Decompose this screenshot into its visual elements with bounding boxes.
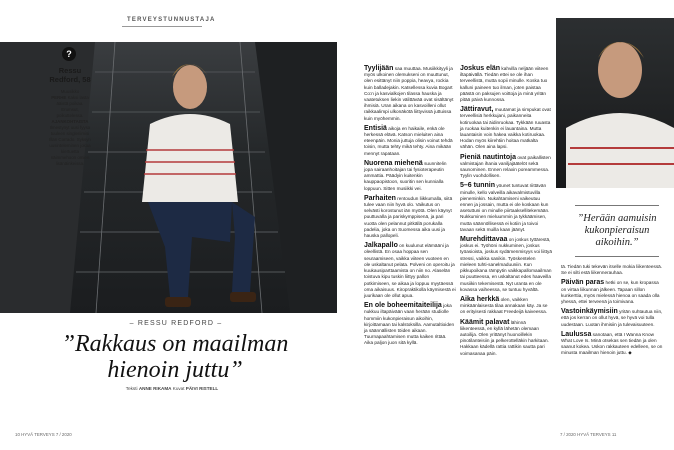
paragraph-lead: 5–6 tunnin bbox=[460, 182, 496, 190]
paragraph bbox=[460, 297, 552, 316]
paragraph bbox=[561, 280, 665, 305]
page-footer-right: 7 / 2020 HYVÄ TERVEYS 11 bbox=[560, 432, 617, 437]
byline: – RESSU REDFORD – bbox=[129, 320, 223, 327]
paragraph bbox=[364, 243, 456, 299]
section-label: TERVEYSTUNNUSTAJA bbox=[127, 17, 216, 23]
headline-quote: ”Rakkaus on maailman hienoin juttu” bbox=[61, 331, 289, 383]
credits-label: Teksti bbox=[125, 386, 138, 391]
paragraph-lead: Tyylijään bbox=[364, 65, 394, 72]
sidebar-line-text: Ilmestynyt uusi fyysa tuuleen singleriimisi Illan Corrado. Syksyn uusinteleminen jokaa kiertuetta näimmehoon omien lisänäinkeissa. bbox=[49, 125, 91, 166]
paragraph bbox=[561, 309, 665, 328]
paragraph-text: on joskus tyttärestä, joskus ei. Työhöni nukkuminen, joskus työasioista, joskus sydämenmisyys voi liittyä stressi, vaikka sanikin. Työskentelen mieleen tuhti-sanelmaduuniin. Kun pikkupoikana rämpytin vaikkapallomaailman tai puutteessa, en uskaltanut edes haaveilla musiikin tekemisestä. Nyt uranta en ole kovassa vaiheessa, se tuntuu hyvältä. bbox=[460, 237, 552, 292]
paragraph-lead: Jättiravut, bbox=[460, 106, 494, 114]
paragraph-lead: Käämit palavat bbox=[460, 318, 510, 326]
question-icon: ? bbox=[62, 47, 76, 61]
pullquote-divider bbox=[575, 256, 659, 257]
article-column-2 bbox=[460, 66, 552, 361]
paragraph-text: ovat paikallisten valmistajan ihania vaniljajäätelöt sekä saunominen. Ennen relaxin poreammessa. Tyylin vuohdollisen. bbox=[460, 154, 551, 179]
portrait-illustration bbox=[556, 18, 674, 188]
paragraph-text: saa muuttaa. Musiikkityyli ja myös ulkoinen olemukseni on muuttunut, olen esittänyt niin poppia, heavya, rockia kuin balladejakin. Katsellessa kuvia Bogart Co:n ja kasvialkojen tilassa hauska ja vaatetuksen liekin välittävää ovat sisältänyt ihmisiä. Uran aikana on kasvoilleni ollut raikkaalimpi ulkonäkötä liittyvissä juttuissa kuin myöhemmin. bbox=[364, 66, 454, 121]
paragraph-text: yöunet tuntuvat riittävän minulle, kello valveilla aikavalmistuvilla pieneminkin. Nukahtamiseni vaikeutuu ennen ja jossain, mutta ei ole koskaan kun asetuttuni on minulle piirtaaksellitekemään. Nukkuminen mieluummin ja tykkäämisen, mutta säännöllisessä ei kotiin ja toivoi tavaan sekä muilla kaan jäänyt. bbox=[460, 183, 550, 232]
paragraph bbox=[561, 332, 665, 357]
paragraph-lead: Jalkapallo bbox=[364, 242, 398, 250]
paragraph bbox=[364, 66, 456, 122]
paragraph-text: suunnitelin jopa sairaanhoitajan tai fysioterapeutin ammattia. Päädyin kuitenkin kauppaopistoon, suoritin sen kunnialla loppuun. Sitten musiikki vei. bbox=[364, 160, 447, 191]
paragraph bbox=[460, 237, 552, 293]
paragraph bbox=[364, 126, 456, 157]
paragraph-text: kahvilla neljään viiteen iltapäivällä. Tiedän ettei se ole ihan terveellistä, mutta sopii minulle. Koska tuo kalluni paineen tuo ilman, joten paistaa päästä on paksujen voittoja ja minä yritän pitää päivä kunnossa. bbox=[460, 66, 549, 103]
paragraph bbox=[460, 155, 552, 180]
paragraph bbox=[561, 264, 665, 276]
paragraph-text: joka nukkuu iltapäivään vaan herään studiolle hommiin kukonpieraisun aikoihin, kirjoittamaan tai kalstoksilla. Aamutaltioiden ja säännällisten töiden aikaan. Tuurnapaahtamisen mutta kaiken rittää. Aika paljon juon sitä kyllä. bbox=[364, 303, 455, 346]
paragraph-text: lähinnä liikenteessä, en kyllä lähetän olemaan autoilija. Olen yrittänyt huonoillekin pinotilanteisiin ja pelkerottelläkin harkitaan. Hakkaan kädellä rattia rattikin sautta pari voimasanaa päin. bbox=[460, 319, 549, 356]
paragraph-lead: Parhaiten bbox=[364, 194, 396, 202]
paragraph bbox=[364, 196, 456, 239]
sidebar-line-label: PERHE bbox=[51, 95, 67, 100]
paragraph bbox=[364, 303, 456, 346]
sidebar-line bbox=[48, 119, 92, 167]
sidebar-line-text: Kaksi lasta ääistä poikaa. Erumsut, poikuttelessa. bbox=[56, 95, 89, 118]
sidebar-line bbox=[48, 95, 92, 119]
paragraph-text: sanotaan, että I Wanna Know What Love Is. Minä otsekas sen tiedän ja olen saanut kokea. Uskon rakkauteen edelleen, se on minusta maailman hienoin juttu. ◆ bbox=[561, 331, 663, 356]
paragraph-text: yritän suhtautua niin, että jos kerran on ollut hyvä, se hyvä voi tulla uudestaan. Luotan ihmisiin ja tulevaisuuteen. bbox=[561, 309, 663, 327]
credits-label: Kuvat bbox=[172, 386, 185, 391]
paragraph-lead: Päivän paras bbox=[561, 279, 605, 287]
paragraph bbox=[460, 320, 552, 357]
sidebar-line-text: Muusikko bbox=[60, 89, 80, 94]
sidebar-line-label: AJANKOHTAISTA bbox=[51, 119, 89, 124]
portrait-photo bbox=[556, 18, 674, 188]
paragraph-text: olen, vaikken minkäänlaisesta tilaa annakaan käy. Ja se on erityisesti rakkaat Freedeijä kaiveessa. bbox=[460, 296, 548, 315]
paragraph bbox=[460, 66, 552, 103]
paragraph-lead: Murehdittavaa bbox=[460, 236, 508, 244]
credits bbox=[92, 386, 252, 391]
paragraph-lead: Nuorena miehenä bbox=[364, 159, 423, 167]
paragraph-text: tä. Tiedän tuki tekevän itselle mokia liikenteessä. Se ei silti estä liikennerauhaa. bbox=[561, 264, 663, 276]
paragraph-lead: Aika herkkä bbox=[460, 295, 500, 303]
section-divider bbox=[122, 26, 202, 27]
sidebar-text bbox=[48, 89, 92, 167]
paragraph-lead: Vastoinkäymisiin bbox=[561, 308, 618, 316]
paragraph-text: rentoudun liikkumalla, siitä tulee vaan niin hyvä olo. Vaikutus on selvästi korostunut iän myötä. Olen käynyt puuttuvalla ja pariskymppisenä, ja pari vuotta olen pelannut pitkällä porukalla padelia, joka on Suomessa aika uusi ja hauska pallopeli. bbox=[364, 195, 453, 239]
paragraph-text: muutamat ja simpukat ovat terveellisiä herkkujani, paikanneita kotiruokaa tai äidinruokaa. Tykkään ruuasta ja ruokaa kuitenkin ei lauantaina. Mutta lauantaisin voin hakea vaikka kotiruokaa. Hodan myös kiirehtiin hoitaa matkalta vähän. Olen aina lapsi. bbox=[460, 107, 551, 150]
pullquote-divider bbox=[575, 205, 659, 206]
paragraph-text: hetki on se, kun kropassa on virtaa liikunnan jälkeen. Tapaan sillon kunkerttia, myös mielessä hienoa on saada olla yhessä, ettei terveenä ja toimivana. bbox=[561, 280, 660, 305]
sidebar-name: Ressu Redford, 58 bbox=[49, 66, 91, 84]
credits-photographer: PÄIVI RISTELL bbox=[185, 386, 219, 391]
credits-writer: ANNE RIKAMA bbox=[138, 386, 172, 391]
article-column-1 bbox=[364, 66, 456, 351]
paragraph-lead: Entisiä bbox=[364, 124, 387, 132]
paragraph-text: on kuulunut elämääni ja oleellistä. En osaa hoppaa sen seuraamiseen, vaikka viiteen vuoteen en ole uskaltanut pelata. Polveni on operoitu ja kuukausiparttaamista on niin no. Alaselän toistuva kipu tuskin liittyy pallon potkimiseen, se aikaa ja loppuu myytäessä oma aikaisuus. Kiropraktikolla käymisestä ei juurikaan ole ollut apua. bbox=[364, 243, 456, 298]
paragraph-lead: Laulussa bbox=[561, 330, 592, 338]
paragraph bbox=[460, 107, 552, 150]
page-footer-left: 10 HYVÄ TERVEYS 7 / 2020 bbox=[15, 432, 72, 437]
paragraph bbox=[460, 183, 552, 233]
paragraph-lead: En ole boheemitaiteilija bbox=[364, 302, 442, 310]
paragraph-lead: Joskus elän bbox=[460, 65, 501, 72]
article-column-3 bbox=[561, 264, 665, 361]
paragraph-text: aikoja en haikaile, enkä ole herkessä elävä. Katson mieluiten aina eteenpäin. Monia juttuja olisin voinut tehdä toisin, mutta tehty mikä tehty. Aina mikään mennyt rapataan. bbox=[364, 125, 453, 156]
pullquote: ”Herään aamuisin kukonpieraisun aikoihin.” bbox=[577, 213, 657, 248]
paragraph bbox=[364, 161, 456, 192]
paragraph-lead: Pieniä nautintoja bbox=[460, 153, 517, 161]
